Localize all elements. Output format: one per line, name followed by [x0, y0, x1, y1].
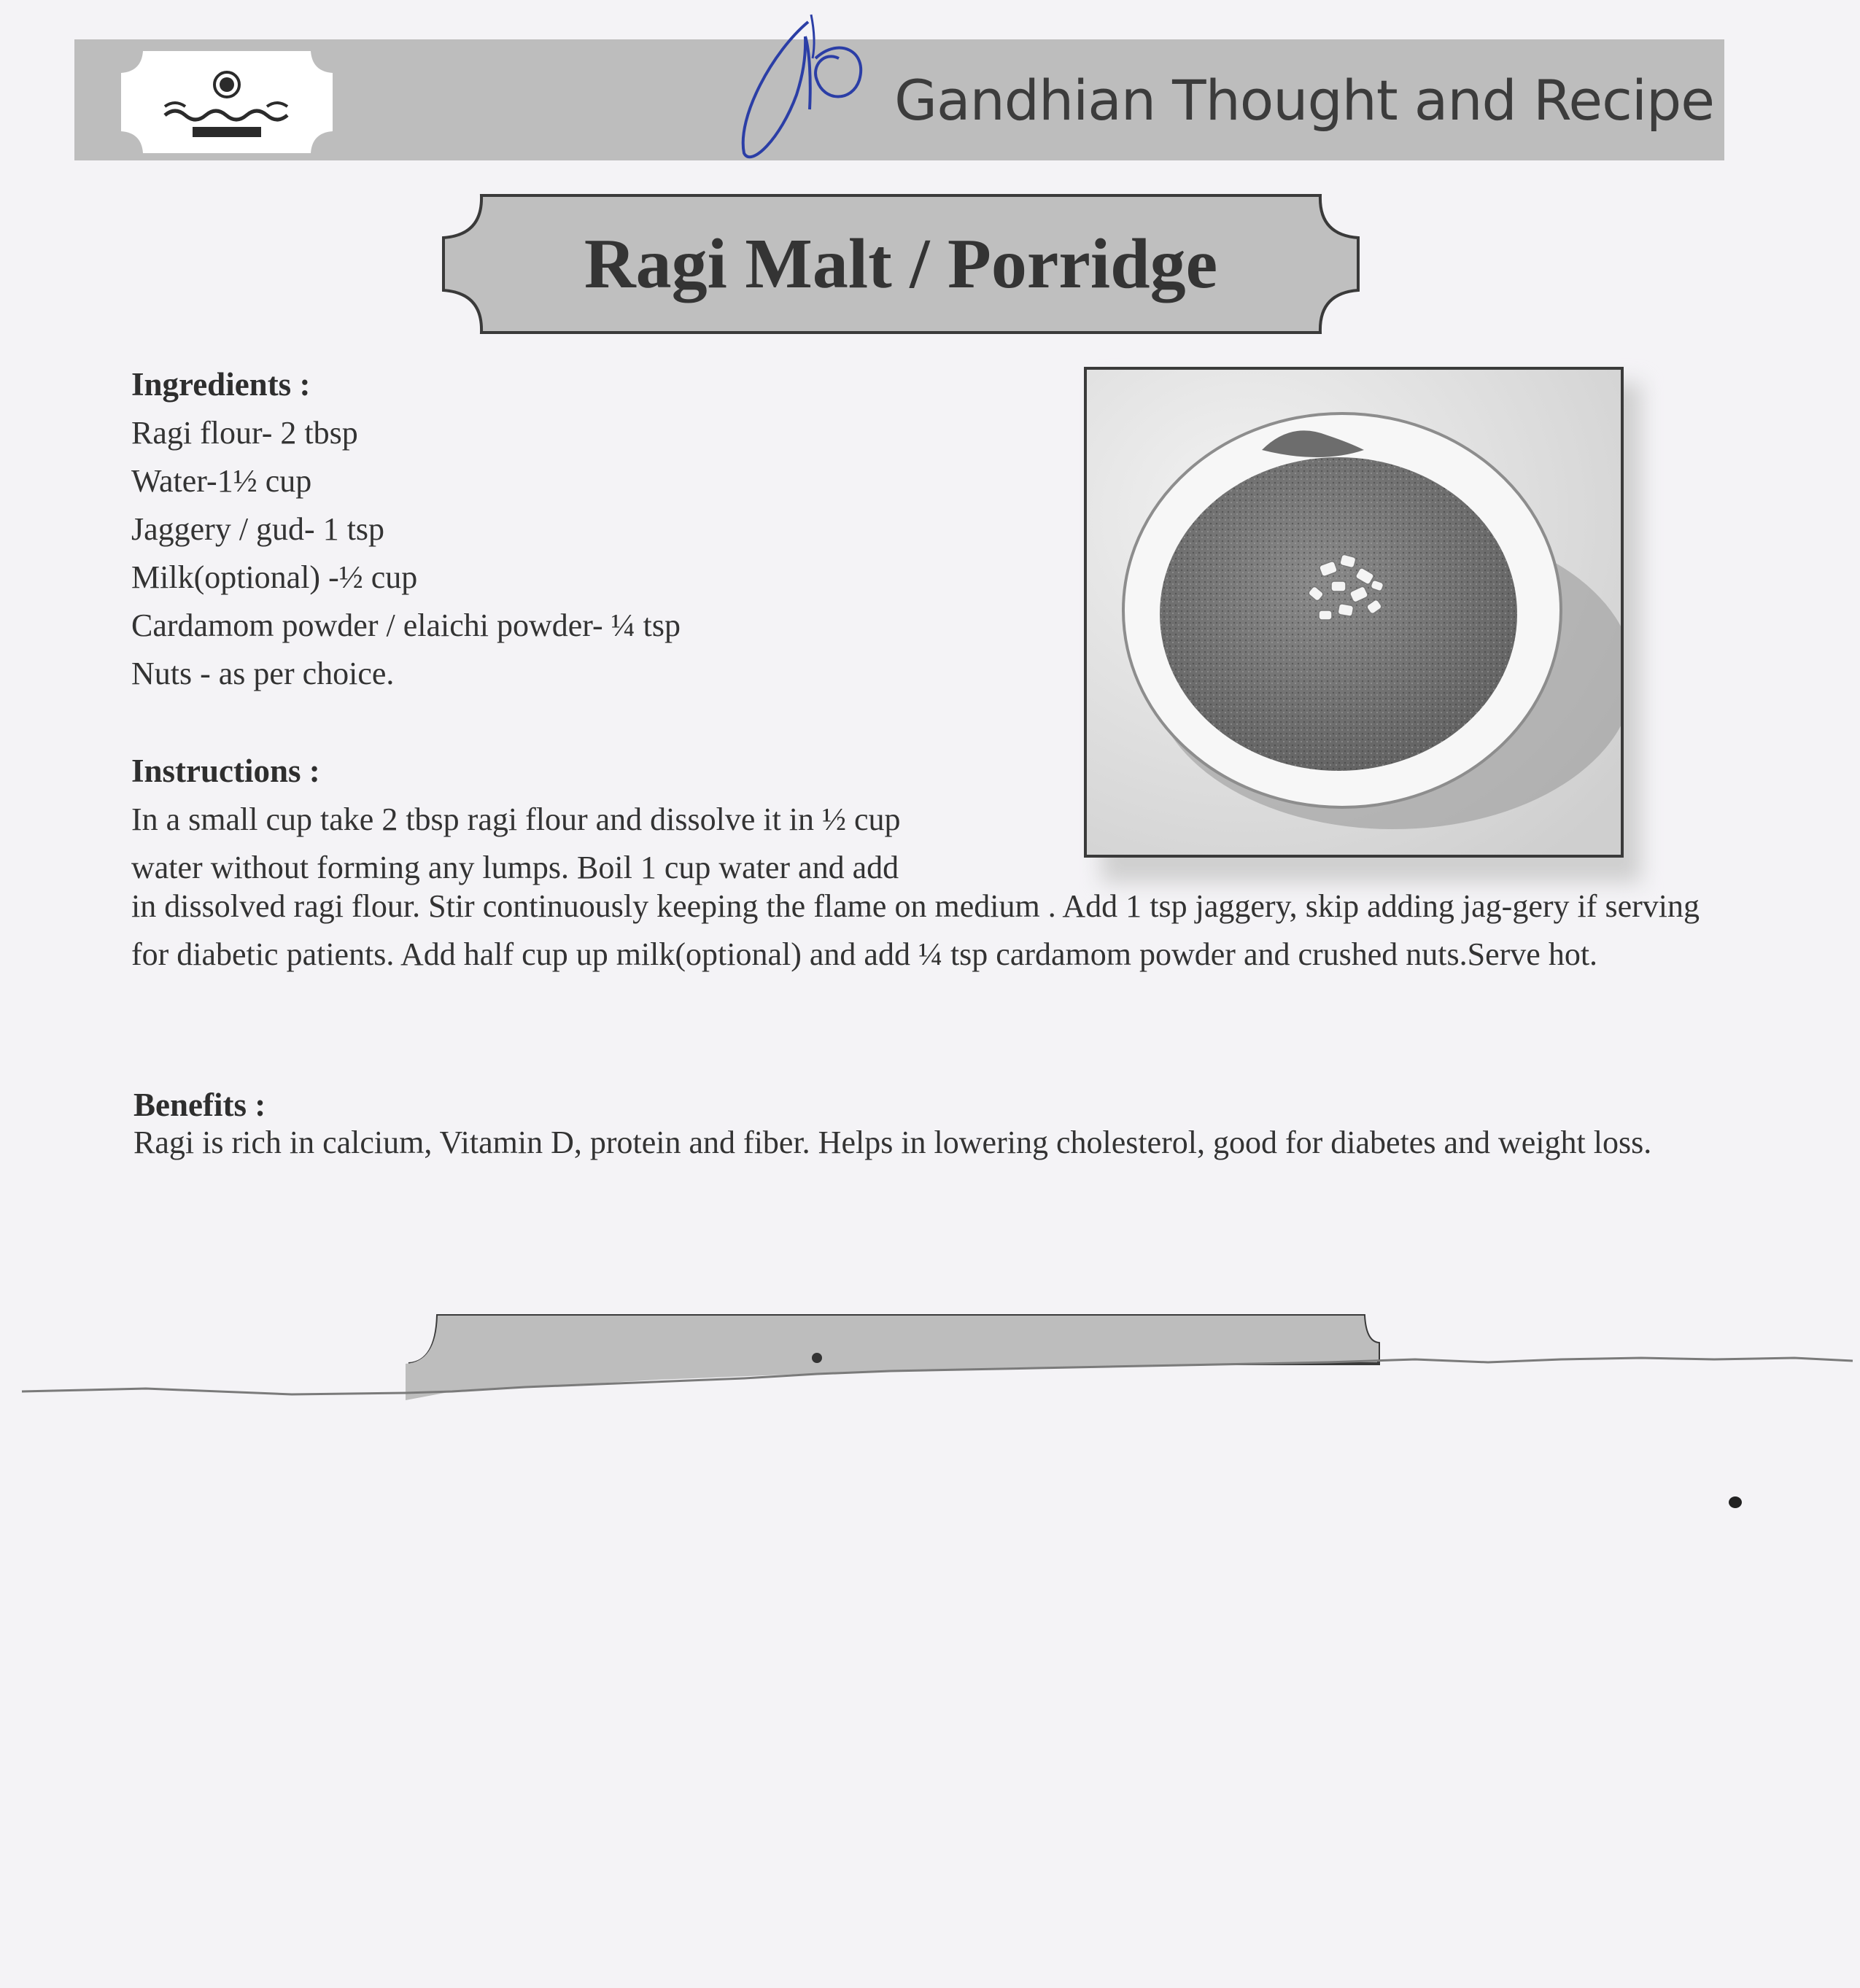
sun-over-waves-logo	[121, 51, 333, 153]
list-item: Milk(optional) -½ cup	[131, 559, 418, 595]
torn-next-banner	[0, 1298, 1860, 1415]
benefits-text: Ragi is rich in calcium, Vitamin D, protein and fiber. Helps in lowering cholesterol, good for diabetes and weight loss.	[133, 1125, 1652, 1160]
recipe-photo	[1084, 367, 1624, 858]
instructions-line-2: water without forming any lumps. Boil 1 cup water and add	[131, 850, 899, 885]
list-item: Cardamom powder / elaichi powder- ¼ tsp	[131, 607, 681, 643]
ink-dot	[1729, 1496, 1742, 1508]
recipe-title: Ragi Malt / Porridge	[584, 225, 1218, 303]
list-item: Ragi flour- 2 tbsp	[131, 415, 358, 451]
instructions-text: in dissolved ragi flour. Stir continuously keeping the flame on medium . Add 1 tsp jaggery, skip adding jag-gery if serving for diabetic patients. Add half cup up milk(optional) and add ¼ tsp cardamom powder and crushed nuts.Serve hot.	[131, 888, 1700, 972]
header-title: Gandhian Thought and Recipe	[894, 68, 1714, 133]
list-item: Jaggery / gud- 1 tsp	[131, 511, 385, 547]
ingredients-list	[131, 409, 1007, 701]
bowl-of-ragi-porridge-photo	[1087, 370, 1621, 855]
list-item: Nuts - as per choice.	[131, 656, 395, 691]
handwritten-initials	[729, 7, 875, 168]
benefits-heading: Benefits :	[133, 1087, 266, 1123]
instructions-heading: Instructions :	[131, 753, 320, 789]
ingredients-heading: Ingredients :	[131, 366, 311, 403]
list-item: Water-1½ cup	[131, 463, 312, 499]
instructions-line-1: In a small cup take 2 tbsp ragi flour and dissolve it in ½ cup	[131, 801, 901, 837]
